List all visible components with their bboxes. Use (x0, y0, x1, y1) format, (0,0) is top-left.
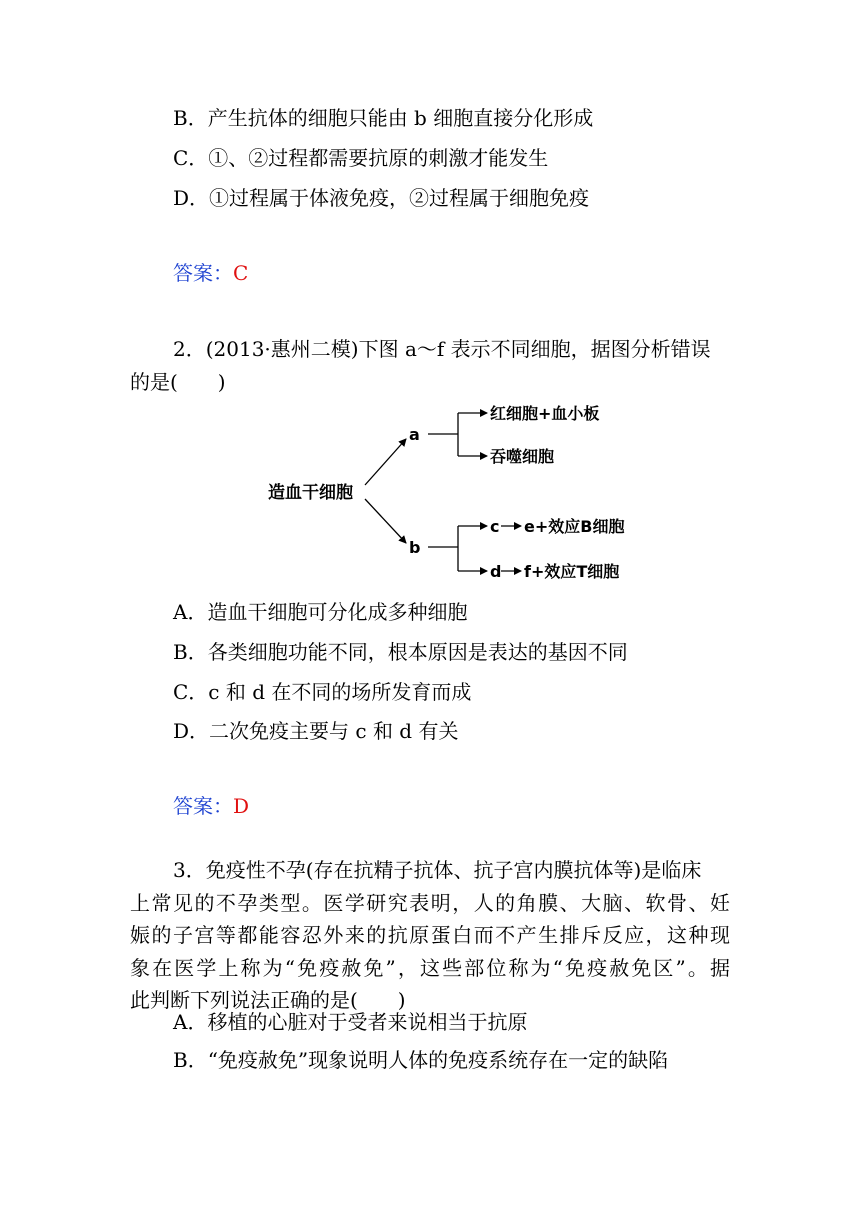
hematopoiesis-diagram (0, 395, 860, 595)
q1-option-c: C．①、②过程都需要抗原的刺激才能发生 (173, 146, 549, 170)
q2-option-c: C．c 和 d 在不同的场所发育而成 (173, 680, 472, 704)
q3-stem-line1: 3．免疫性不孕(存在抗精子抗体、抗子宫内膜抗体等)是临床 (173, 858, 702, 882)
answer-value: D (233, 794, 250, 818)
node-root: 造血干细胞 (268, 483, 353, 503)
q2-stem-line1: 2．(2013·惠州二模)下图 a～f 表示不同细胞，据图分析错误 (173, 337, 711, 361)
node-d: d (490, 562, 502, 581)
node-c: c (490, 517, 500, 536)
node-e-effector-b: e+效应B细胞 (524, 517, 625, 536)
q3-stem-line4: 象在医学上称为“免疫赦免”，这些部位称为“免疫赦免区”。据 (130, 956, 730, 980)
node-rbc-platelet: 红细胞+血小板 (490, 404, 600, 423)
answer-label: 答案： (173, 794, 233, 818)
q3-option-b: B．“免疫赦免”现象说明人体的免疫系统存在一定的缺陷 (173, 1048, 669, 1072)
q3-option-a: A．移植的心脏对于受者来说相当于抗原 (173, 1010, 528, 1034)
q2-stem-line2: 的是( ) (130, 370, 226, 394)
q1-option-b: B．产生抗体的细胞只能由 b 细胞直接分化形成 (173, 106, 594, 130)
q2-option-b: B．各类细胞功能不同，根本原因是表达的基因不同 (173, 640, 628, 664)
node-phagocyte: 吞噬细胞 (490, 447, 555, 466)
q3-stem-line2: 上常见的不孕类型。医学研究表明，人的角膜、大脑、软骨、妊 (130, 891, 730, 915)
node-f-effector-t: f+效应T细胞 (524, 562, 620, 581)
answer-value: C (233, 261, 249, 285)
q3-stem-line3: 娠的子宫等都能容忍外来的抗原蛋白而不产生排斥反应，这种现 (130, 923, 730, 947)
q2-answer (173, 794, 249, 818)
q1-answer (173, 261, 248, 285)
node-a: a (409, 425, 420, 444)
arrow-root-to-b (365, 499, 406, 543)
q1-option-d: D．①过程属于体液免疫，②过程属于细胞免疫 (173, 186, 590, 210)
q2-option-a: A．造血干细胞可分化成多种细胞 (173, 600, 468, 624)
node-b: b (409, 538, 421, 557)
answer-label: 答案： (173, 261, 233, 285)
q3-stem-line5: 此判断下列说法正确的是( ) (130, 988, 406, 1012)
arrow-root-to-a (365, 439, 406, 485)
q2-option-d: D．二次免疫主要与 c 和 d 有关 (173, 719, 459, 743)
